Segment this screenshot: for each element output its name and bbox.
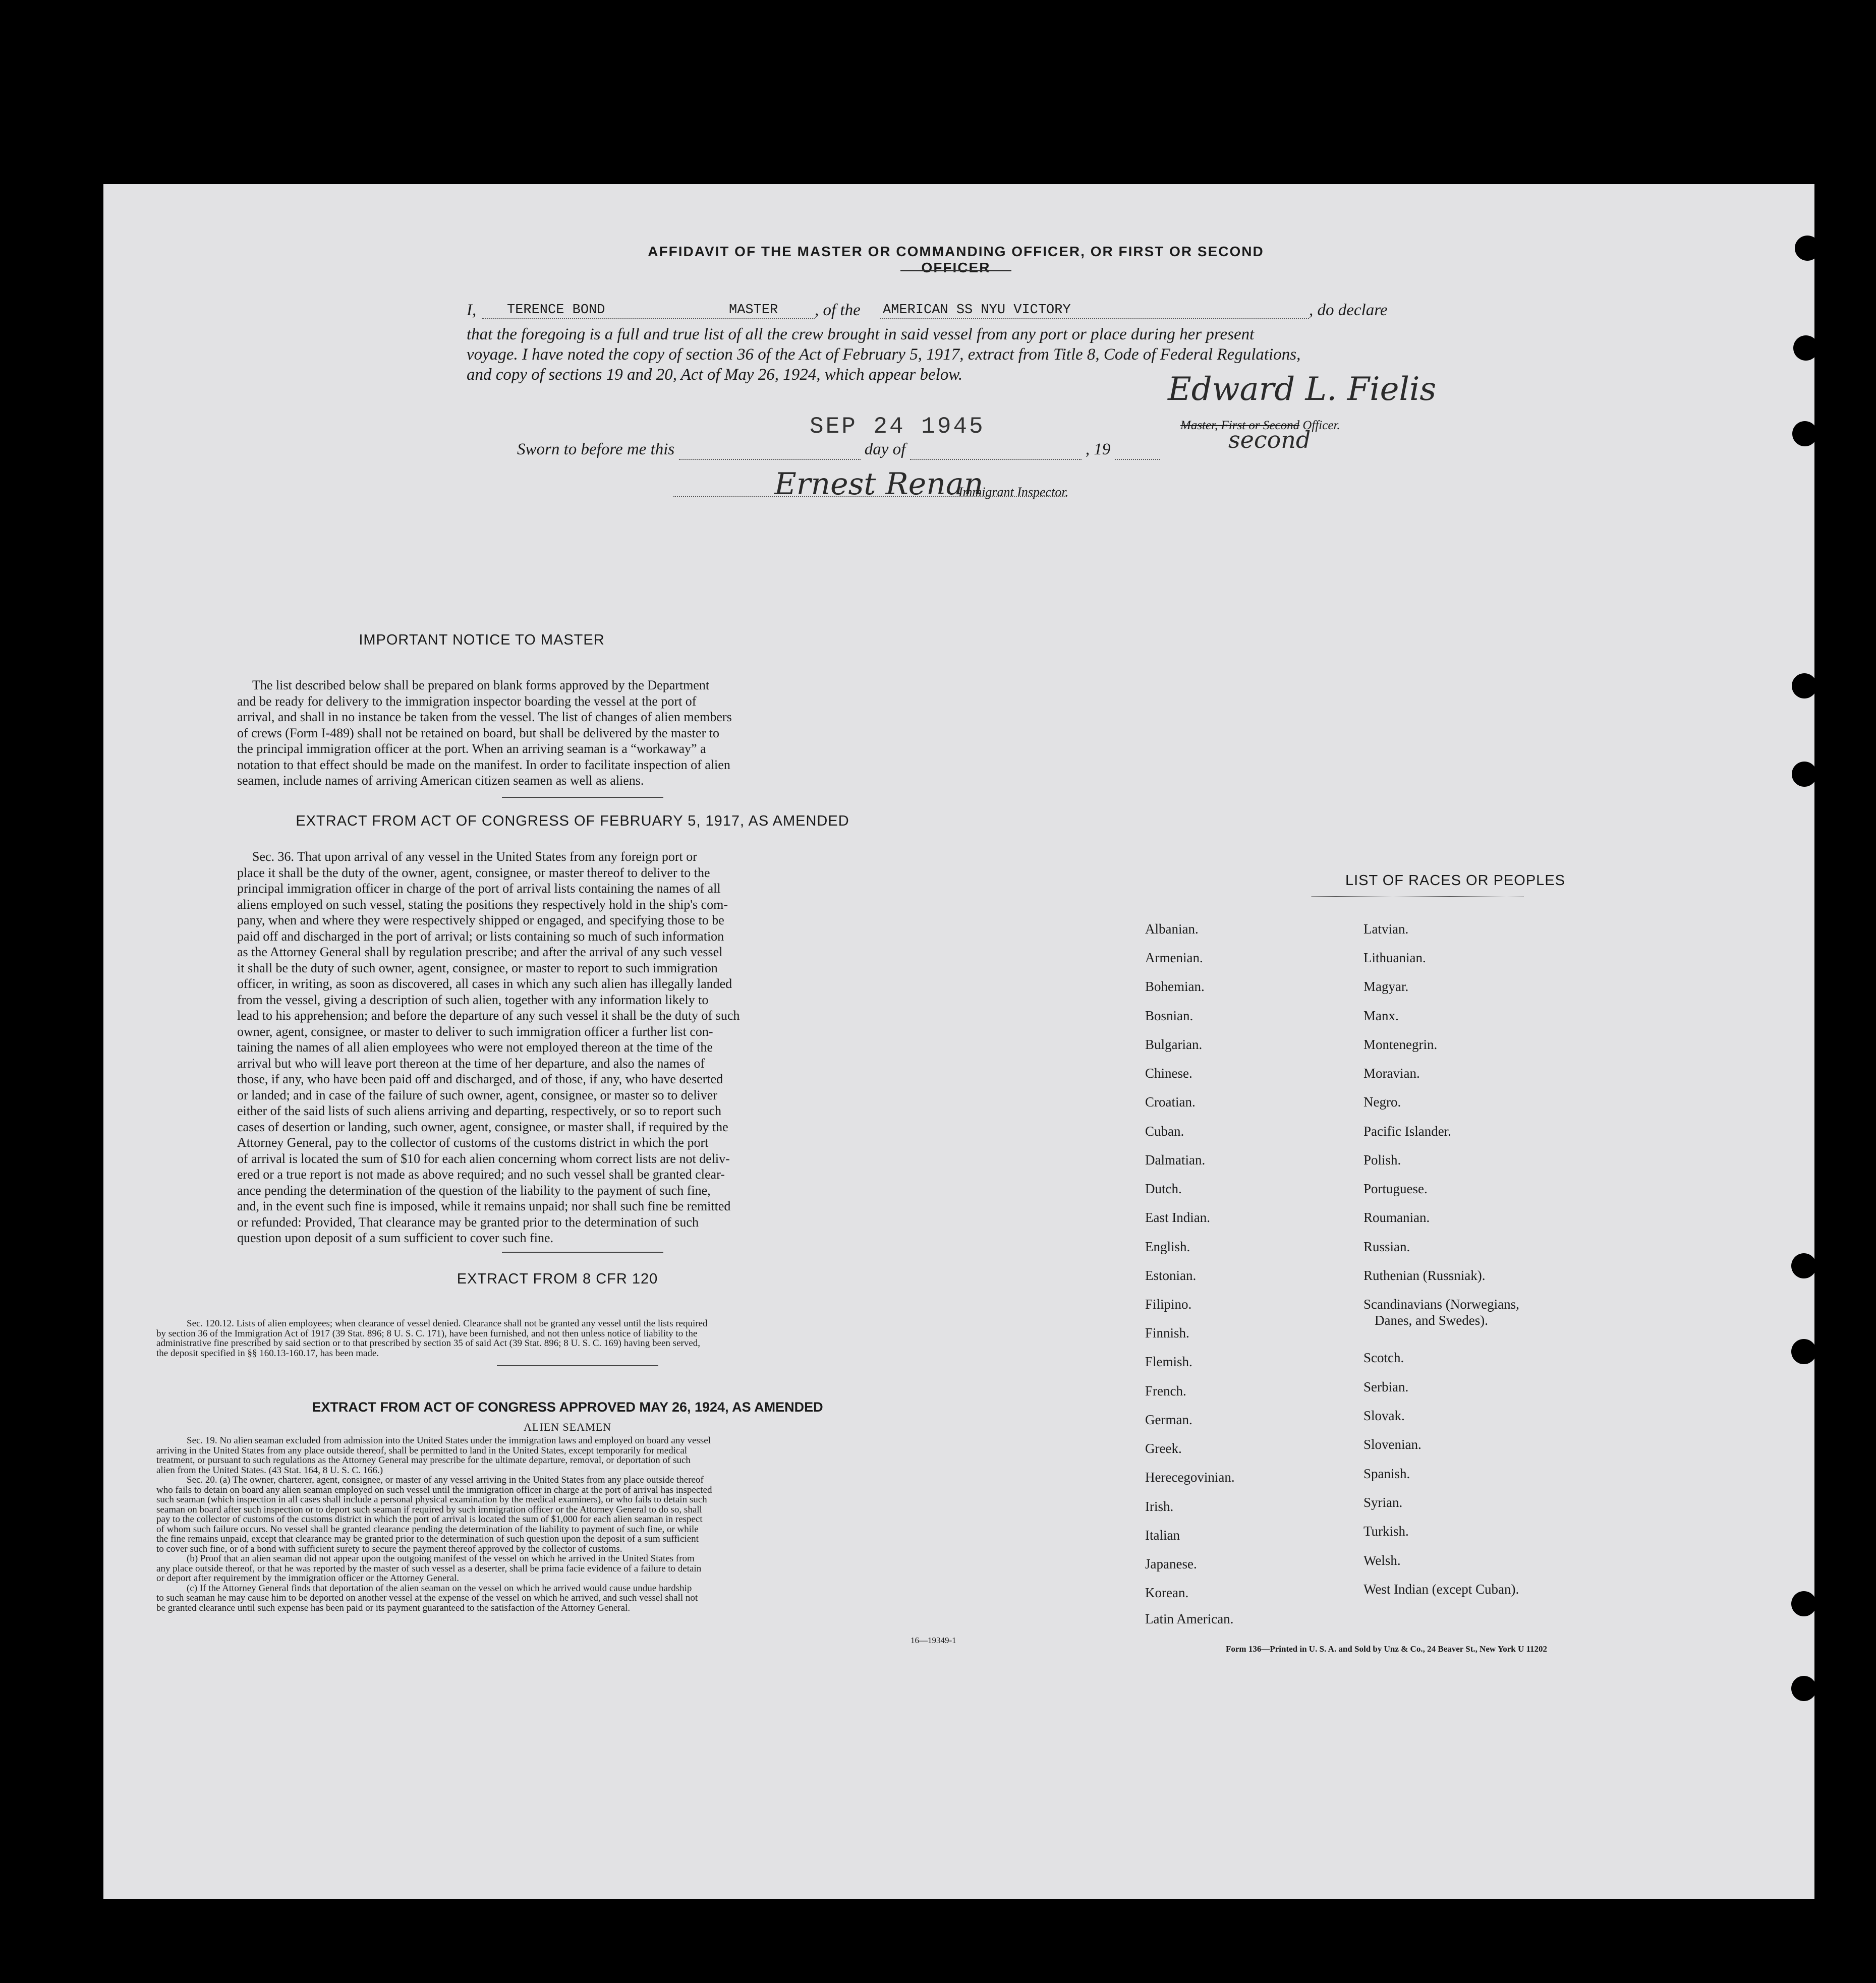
- race-item: Bulgarian.: [1145, 1037, 1203, 1052]
- sworn-year-label: , 19: [1085, 440, 1111, 458]
- act-line: cases of desertion or landing, such owner, agent, consignee, or master shall, if required by the: [237, 1119, 728, 1134]
- race-item: Slovenian.: [1363, 1437, 1422, 1452]
- act-line: taining the names of all alien employees who were not employed thereon at the time of the: [237, 1040, 713, 1055]
- act-1924-line: or deport after requirement by the immigration officer or the Attorney General.: [156, 1573, 460, 1584]
- act-1924-line: pay to the collector of customs of the customs district in which the port of arrival is located the sum of $1,000 for each alien seaman in respect: [156, 1514, 703, 1525]
- notice-line: seamen, include names of arriving American citizen seamen as well as aliens.: [237, 773, 644, 788]
- title-rule: [900, 270, 1011, 271]
- act-1924-line: the fine remains unpaid, except that clearance may be granted prior to the determination of such question upon the deposit of a sum sufficient: [156, 1534, 699, 1544]
- rank-value: MASTER: [729, 303, 778, 318]
- race-item: Japanese.: [1145, 1556, 1197, 1571]
- notice-line: arrival, and shall in no instance be taken from the vessel. The list of changes of alien members: [237, 710, 732, 724]
- race-item: Croatian.: [1145, 1094, 1196, 1110]
- punch-hole: [1791, 1591, 1816, 1616]
- race-item: Danes, and Swedes).: [1375, 1313, 1488, 1328]
- race-item: Slovak.: [1363, 1408, 1405, 1423]
- punch-hole: [1792, 762, 1817, 787]
- section-divider: [502, 797, 663, 798]
- notice-text: [237, 677, 928, 789]
- statement-line: voyage. I have noted the copy of section 36 of the Act of February 5, 1917, extract from Title 8, Code of Federal Regulations,: [467, 345, 1301, 364]
- sworn-day-label: day of: [864, 440, 906, 458]
- act-1924-heading: EXTRACT FROM ACT OF CONGRESS APPROVED MAY 26, 1924, AS AMENDED: [312, 1399, 823, 1415]
- act-1924-line: any place outside thereof, or that he was reported by the master of such vessel as a deserter, shall be prima facie evidence of a failure to detain: [156, 1563, 702, 1574]
- act-line: aliens employed on such vessel, stating the positions they respectively hold in the ship's com-: [237, 897, 728, 912]
- act-1917-heading: EXTRACT FROM ACT OF CONGRESS OF FEBRUARY 5, 1917, AS AMENDED: [296, 813, 849, 829]
- race-item: Dutch.: [1145, 1181, 1182, 1196]
- act-line: arrival but who will leave port thereon at the time of her departure, and also the names of: [237, 1056, 705, 1071]
- section-divider: [502, 1252, 663, 1253]
- sworn-month-blank: [910, 440, 1082, 460]
- cfr-text: [156, 1319, 1009, 1358]
- race-item: English.: [1145, 1239, 1190, 1254]
- race-item: Montenegrin.: [1363, 1037, 1438, 1052]
- races-heading: LIST OF RACES OR PEOPLES: [1345, 872, 1566, 889]
- officer-label-tail: Officer.: [1299, 419, 1340, 432]
- vessel-name: AMERICAN SS NYU VICTORY: [883, 303, 1071, 318]
- name-field: [482, 300, 815, 319]
- race-item: Magyar.: [1363, 979, 1409, 994]
- act-1924-line: arriving in the United States from any place outside thereof, shall be permitted to land in the United States, except temporarily for medical: [156, 1445, 688, 1456]
- punch-hole: [1791, 1339, 1816, 1364]
- act-line: ered or a true report is not made as above required; and no such vessel shall be granted clear-: [237, 1167, 725, 1182]
- race-item: Bohemian.: [1145, 979, 1205, 994]
- inspector-signature: Ernest Renan: [774, 466, 984, 502]
- act-line: lead to his apprehension; and before the departure of any such vessel it shall be the duty of such: [237, 1008, 740, 1023]
- notice-heading: IMPORTANT NOTICE TO MASTER: [359, 632, 605, 648]
- race-item: German.: [1145, 1412, 1192, 1427]
- race-item: Syrian.: [1363, 1495, 1403, 1510]
- race-item: Turkish.: [1363, 1524, 1409, 1539]
- date-stamp: SEP 24 1945: [810, 414, 985, 440]
- act-line: officer, in writing, as soon as discovered, all cases in which any such alien has illegally landed: [237, 976, 732, 991]
- do-declare-label: , do declare: [1309, 301, 1388, 319]
- cfr-line: Sec. 120.12. Lists of alien employees; when clearance of vessel denied. Clearance shall not be granted any vessel until the lists required: [187, 1318, 708, 1329]
- race-item: Roumanian.: [1363, 1210, 1430, 1225]
- notice-line: The list described below shall be prepared on blank forms approved by the Department: [252, 678, 710, 692]
- sworn-day-blank: [679, 440, 861, 460]
- race-item: Korean.: [1145, 1585, 1189, 1600]
- form-printer-note: Form 136—Printed in U. S. A. and Sold by Unz & Co., 24 Beaver St., New York U 11202: [1226, 1644, 1548, 1654]
- act-line: or refunded: Provided, That clearance may be granted prior to the determination of such: [237, 1214, 699, 1230]
- act-1924-line: (b) Proof that an alien seaman did not appear upon the outgoing manifest of the vessel on which he arrived in the United States from: [187, 1553, 695, 1564]
- act-line: Attorney General, pay to the collector of customs of the customs district in which the port: [237, 1135, 709, 1150]
- race-item: Spanish.: [1363, 1466, 1410, 1481]
- race-item: Latvian.: [1363, 921, 1409, 937]
- race-item: Pacific Islander.: [1363, 1124, 1451, 1139]
- notice-line: notation to that effect should be made on the manifest. In order to facilitate inspection of alien: [237, 757, 730, 772]
- act-line: from the vessel, giving a description of such alien, together with any information likely to: [237, 992, 709, 1007]
- act-line: or landed; and in case of the failure of such owner, agent, consignee, or master so to deliver: [237, 1087, 717, 1102]
- act-line: place it shall be the duty of the owner, agent, consignee, or master thereof to deliver to the: [237, 865, 710, 880]
- notice-line: the principal immigration officer at the port. When an arriving seaman is a “workaway” a: [237, 741, 706, 756]
- cfr-line: the deposit specified in §§ 160.13-160.17, has been made.: [156, 1348, 379, 1359]
- act-1917-text: [237, 849, 928, 1246]
- race-item: Moravian.: [1363, 1066, 1420, 1081]
- statement-line: and copy of sections 19 and 20, Act of May 26, 1924, which appear below.: [467, 366, 963, 384]
- act-1924-line: who fails to detain on board any alien seaman employed on such vessel until the immigration officer in charge at the port of arrival has inspected: [156, 1484, 712, 1495]
- race-item: Irish.: [1145, 1499, 1174, 1514]
- race-item: Lithuanian.: [1363, 950, 1426, 965]
- race-item: Filipino.: [1145, 1297, 1192, 1312]
- sworn-line: [517, 440, 1160, 460]
- sworn-year-blank: [1115, 440, 1160, 460]
- race-item: East Indian.: [1145, 1210, 1210, 1225]
- act-line: either of the said lists of such aliens arriving and departing, respectively, or so to report such: [237, 1103, 722, 1118]
- affidavit-title: AFFIDAVIT OF THE MASTER OR COMMANDING OFFICER, OR FIRST OR SECOND OFFICER: [648, 244, 1264, 275]
- race-item: Estonian.: [1145, 1268, 1197, 1283]
- act-1924-line: seaman on board after such inspection or to deport such seaman if required by such immigration officer or the Attorney General to do so, shall: [156, 1504, 702, 1515]
- race-item: Greek.: [1145, 1441, 1182, 1456]
- punch-hole: [1791, 1253, 1816, 1278]
- act-line: principal immigration officer in charge of the port of arrival lists containing the names of all: [237, 881, 721, 896]
- act-line: it shall be the duty of such owner, agent, consignee, or master to report to such immigration: [237, 960, 718, 975]
- act-line: pany, when and where they were respectively shipped or engaged, and specifying those to be: [237, 913, 724, 927]
- race-item: West Indian (except Cuban).: [1363, 1582, 1519, 1597]
- act-1924-line: (c) If the Attorney General finds that deportation of the alien seaman on the vessel on which he arrived would cause undue hardship: [187, 1583, 692, 1594]
- punch-hole: [1791, 1676, 1816, 1701]
- pronoun-label: I,: [467, 301, 477, 319]
- act-line: ance pending the determination of the question of the liability to the payment of such fine,: [237, 1183, 711, 1198]
- form-code: 16—19349-1: [911, 1636, 956, 1645]
- act-line: and, in the event such fine is imposed, while it remains unpaid; nor shall such fine be remitted: [237, 1199, 731, 1213]
- notice-line: and be ready for delivery to the immigration inspector boarding the vessel at the port of: [237, 693, 697, 709]
- race-item: Negro.: [1363, 1094, 1401, 1110]
- officer-handwritten-rank: second: [1228, 426, 1311, 453]
- master-signature: Edward L. Fielis: [1168, 371, 1437, 408]
- act-1924-line: treatment, or pursuant to such regulations as the Attorney General may prescribe for the ultimate departure, removal, or deportation of such: [156, 1455, 691, 1466]
- punch-hole: [1793, 335, 1818, 361]
- race-item: Finnish.: [1145, 1325, 1189, 1340]
- sworn-prefix: Sworn to before me this: [517, 440, 675, 458]
- officer-struck-label: Master, First or Second: [1180, 419, 1300, 432]
- race-item: Scandinavians (Norwegians,: [1363, 1297, 1519, 1312]
- race-item: Cuban.: [1145, 1124, 1184, 1139]
- race-item: Bosnian.: [1145, 1008, 1193, 1023]
- act-1924-line: of whom such failure occurs. No vessel shall be granted clearance pending the determination of the liability to payment of such fine, or while: [156, 1524, 699, 1535]
- affidavit-declaration-line: [467, 300, 1450, 320]
- race-item: Serbian.: [1363, 1379, 1409, 1394]
- punch-hole: [1795, 236, 1820, 261]
- act-1924-line: be granted clearance until such expense has been paid or its payment guaranteed to the satisfaction of the Attorney General.: [156, 1602, 631, 1613]
- act-line: question upon deposit of a sum sufficient to cover such fine.: [237, 1231, 554, 1245]
- act-line: Sec. 36. That upon arrival of any vessel in the United States from any foreign port or: [252, 849, 697, 864]
- cfr-heading: EXTRACT FROM 8 CFR 120: [457, 1271, 658, 1287]
- punch-hole: [1792, 421, 1817, 446]
- act-1924-line: to cover such fine, or of a bond with sufficient surety to secure the payment thereof approved by the collector of customs.: [156, 1543, 622, 1554]
- race-item: Flemish.: [1145, 1354, 1192, 1369]
- race-item: Armenian.: [1145, 950, 1203, 965]
- race-item: Dalmatian.: [1145, 1152, 1206, 1168]
- act-line: of arrival is located the sum of $10 for each alien concerning whom correct lists are not deliv-: [237, 1151, 730, 1166]
- race-item: Portuguese.: [1363, 1181, 1428, 1196]
- race-item: Welsh.: [1363, 1553, 1401, 1568]
- cfr-line: administrative fine prescribed by said section or to that prescribed by section 35 of said Act (39 Stat. 896; 8 U. S. C. 169) having been served,: [156, 1338, 701, 1349]
- act-1924-text: [156, 1436, 1009, 1613]
- race-item: Latin American.: [1145, 1611, 1234, 1626]
- act-line: owner, agent, consignee, or master to deliver to such immigration officer a further list con-: [237, 1024, 713, 1039]
- act-1924-subheading: ALIEN SEAMEN: [524, 1421, 611, 1433]
- inspector-label: Immigrant Inspector.: [958, 485, 1069, 499]
- race-item: Polish.: [1363, 1152, 1401, 1168]
- race-item: Herecegovinian.: [1145, 1470, 1235, 1485]
- act-line: paid off and discharged in the port of arrival; or lists containing so much of such information: [237, 928, 724, 944]
- act-line: as the Attorney General shall by regulation prescribe; and after the arrival of any such vessel: [237, 945, 723, 959]
- document-page: [103, 184, 1814, 1899]
- race-item: French.: [1145, 1383, 1186, 1398]
- race-item: Ruthenian (Russniak).: [1363, 1268, 1486, 1283]
- race-item: Chinese.: [1145, 1066, 1192, 1081]
- name-value: TERENCE BOND: [507, 303, 605, 318]
- race-item: Albanian.: [1145, 921, 1199, 937]
- vessel-field: [880, 300, 1309, 319]
- notice-line: of crews (Form I-489) shall not be retained on board, but shall be delivered by the master to: [237, 725, 719, 740]
- race-item: Russian.: [1363, 1239, 1410, 1254]
- cfr-line: by section 36 of the Immigration Act of 1917 (39 Stat. 896; 8 U. S. C. 171), have been furnished, and not then unless notice of liability to the: [156, 1328, 698, 1339]
- act-line: those, if any, who have been paid off and discharged, and of those, if any, who have deserted: [237, 1072, 723, 1086]
- race-item: Scotch.: [1363, 1350, 1404, 1365]
- of-the-label: , of the: [815, 301, 861, 319]
- race-item: Italian: [1145, 1528, 1180, 1543]
- act-1924-line: Sec. 19. No alien seaman excluded from admission into the United States under the immigration laws and employed on board any vessel: [187, 1435, 711, 1446]
- act-1924-line: to such seaman he may cause him to be deported on another vessel at the expense of the vessel on which he arrived, and such vessel shall not: [156, 1593, 698, 1603]
- punch-hole: [1792, 673, 1817, 698]
- races-heading-rule: [1312, 896, 1523, 897]
- act-1924-line: alien from the United States. (43 Stat. 164, 8 U. S. C. 166.): [156, 1465, 383, 1476]
- statement-line: that the foregoing is a full and true list of all the crew brought in said vessel from any port or place during her present: [467, 325, 1255, 343]
- act-1924-line: such seaman (which inspection in all cases shall include a personal physical examination by the medical examiners), or who fails to detain such: [156, 1494, 707, 1505]
- race-item: Manx.: [1363, 1008, 1399, 1023]
- section-divider: [497, 1365, 658, 1366]
- act-1924-line: Sec. 20. (a) The owner, charterer, agent, consignee, or master of any vessel arriving in the United States from any place outside thereof: [187, 1475, 704, 1485]
